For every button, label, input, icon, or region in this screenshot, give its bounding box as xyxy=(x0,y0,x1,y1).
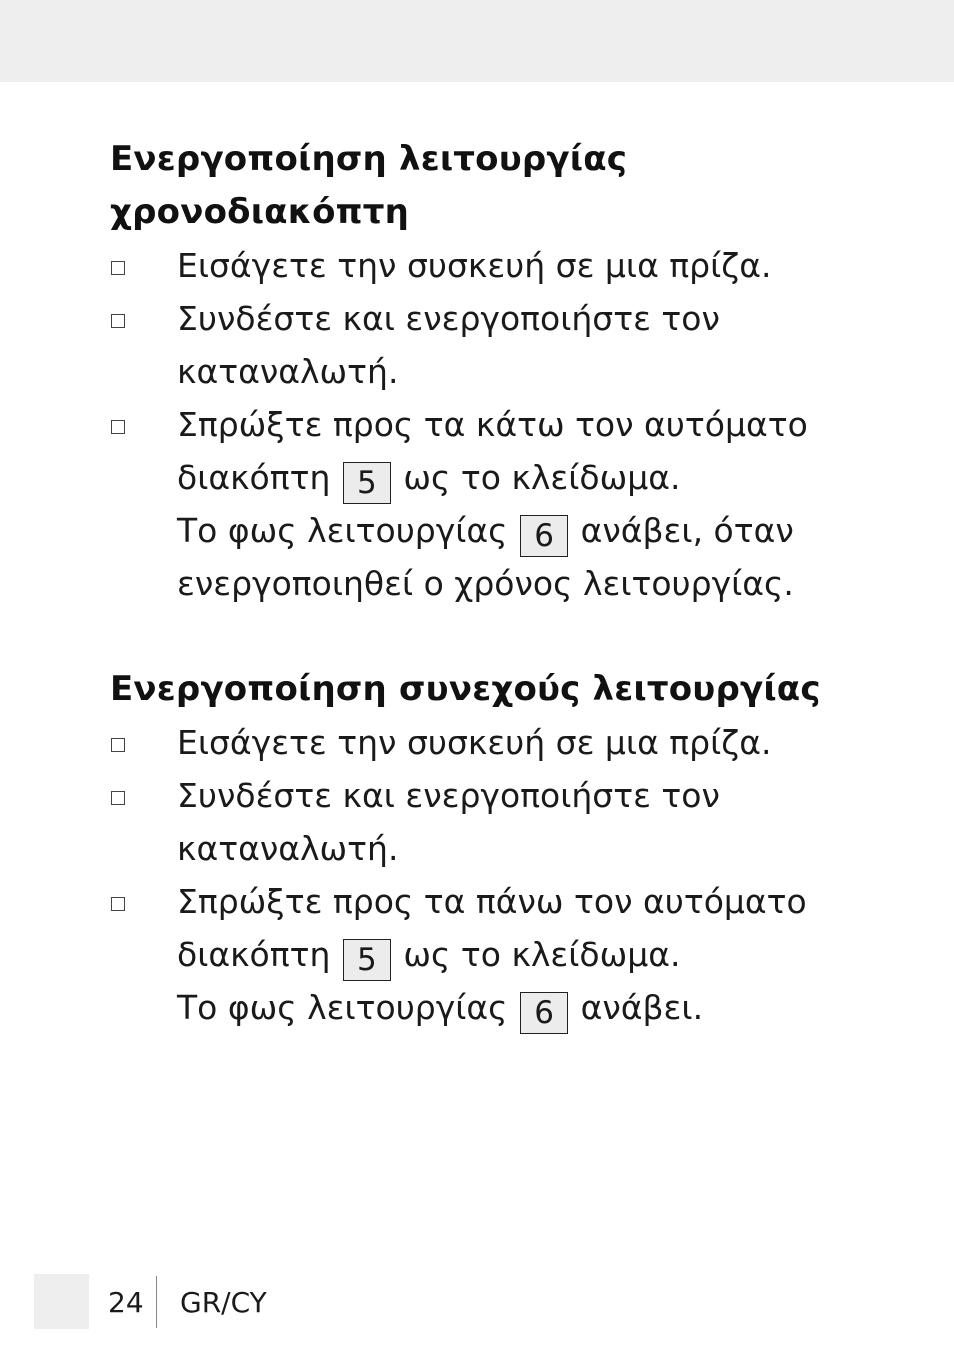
instructions-content xyxy=(110,133,870,1034)
header-band xyxy=(0,0,954,82)
checkbox-square-icon xyxy=(111,897,125,911)
step-text: Εισάγετε την συσκευή σε μια πρίζα. xyxy=(177,246,772,285)
reference-number-box: 6 xyxy=(520,515,568,557)
section-timer-mode xyxy=(110,133,870,610)
section-continuous-mode xyxy=(110,663,870,1034)
section-heading xyxy=(110,663,870,716)
step-text: διακόπτη xyxy=(177,458,331,497)
step-text: Το φως λειτουργίας xyxy=(177,988,508,1027)
heading-line: Ενεργοποίηση συνεχούς λειτουργίας xyxy=(110,669,821,709)
step-item xyxy=(110,239,870,292)
page-number: 24 xyxy=(108,1286,144,1319)
step-item xyxy=(110,875,870,1034)
step-item xyxy=(110,398,870,610)
step-text: Συνδέστε και ενεργοποιήστε τον xyxy=(177,299,720,338)
checkbox-square-icon xyxy=(111,420,125,434)
step-text: καταναλωτή. xyxy=(177,352,399,391)
step-text-line xyxy=(177,451,870,504)
step-text: Σπρώξτε προς τα κάτω τον αυτόματο xyxy=(177,405,808,444)
step-list xyxy=(110,716,870,1034)
reference-number-box: 6 xyxy=(520,992,568,1034)
step-text-line xyxy=(177,504,870,557)
heading-line: χρονοδιακόπτη xyxy=(110,192,410,232)
step-item xyxy=(110,769,870,875)
step-text: ενεργοποιηθεί ο χρόνος λειτουργίας. xyxy=(177,564,794,603)
footer-marker-box xyxy=(34,1274,89,1329)
checkbox-square-icon xyxy=(111,314,125,328)
step-text: Σπρώξτε προς τα πάνω τον αυτόματο xyxy=(177,882,807,921)
step-list xyxy=(110,239,870,610)
step-text: διακόπτη xyxy=(177,935,331,974)
country-code: GR/CY xyxy=(180,1286,267,1319)
reference-number-box: 5 xyxy=(343,939,391,981)
checkbox-square-icon xyxy=(111,791,125,805)
step-text: Το φως λειτουργίας xyxy=(177,511,508,550)
step-item xyxy=(110,716,870,769)
step-text: ανάβει, όταν xyxy=(580,511,794,550)
checkbox-square-icon xyxy=(111,261,125,275)
step-text: ως το κλείδωμα. xyxy=(403,935,681,974)
footer-divider xyxy=(156,1276,157,1328)
step-text: Εισάγετε την συσκευή σε μια πρίζα. xyxy=(177,723,772,762)
reference-number-box: 5 xyxy=(343,462,391,504)
step-text: ως το κλείδωμα. xyxy=(403,458,681,497)
step-text: ανάβει. xyxy=(580,988,704,1027)
step-text: Συνδέστε και ενεργοποιήστε τον xyxy=(177,776,720,815)
step-item xyxy=(110,292,870,398)
section-heading xyxy=(110,133,870,239)
heading-line: Ενεργοποίηση λειτουργίας xyxy=(110,139,628,179)
step-text: καταναλωτή. xyxy=(177,829,399,868)
step-text-line xyxy=(177,928,870,981)
checkbox-square-icon xyxy=(111,738,125,752)
step-text-line xyxy=(177,981,870,1034)
